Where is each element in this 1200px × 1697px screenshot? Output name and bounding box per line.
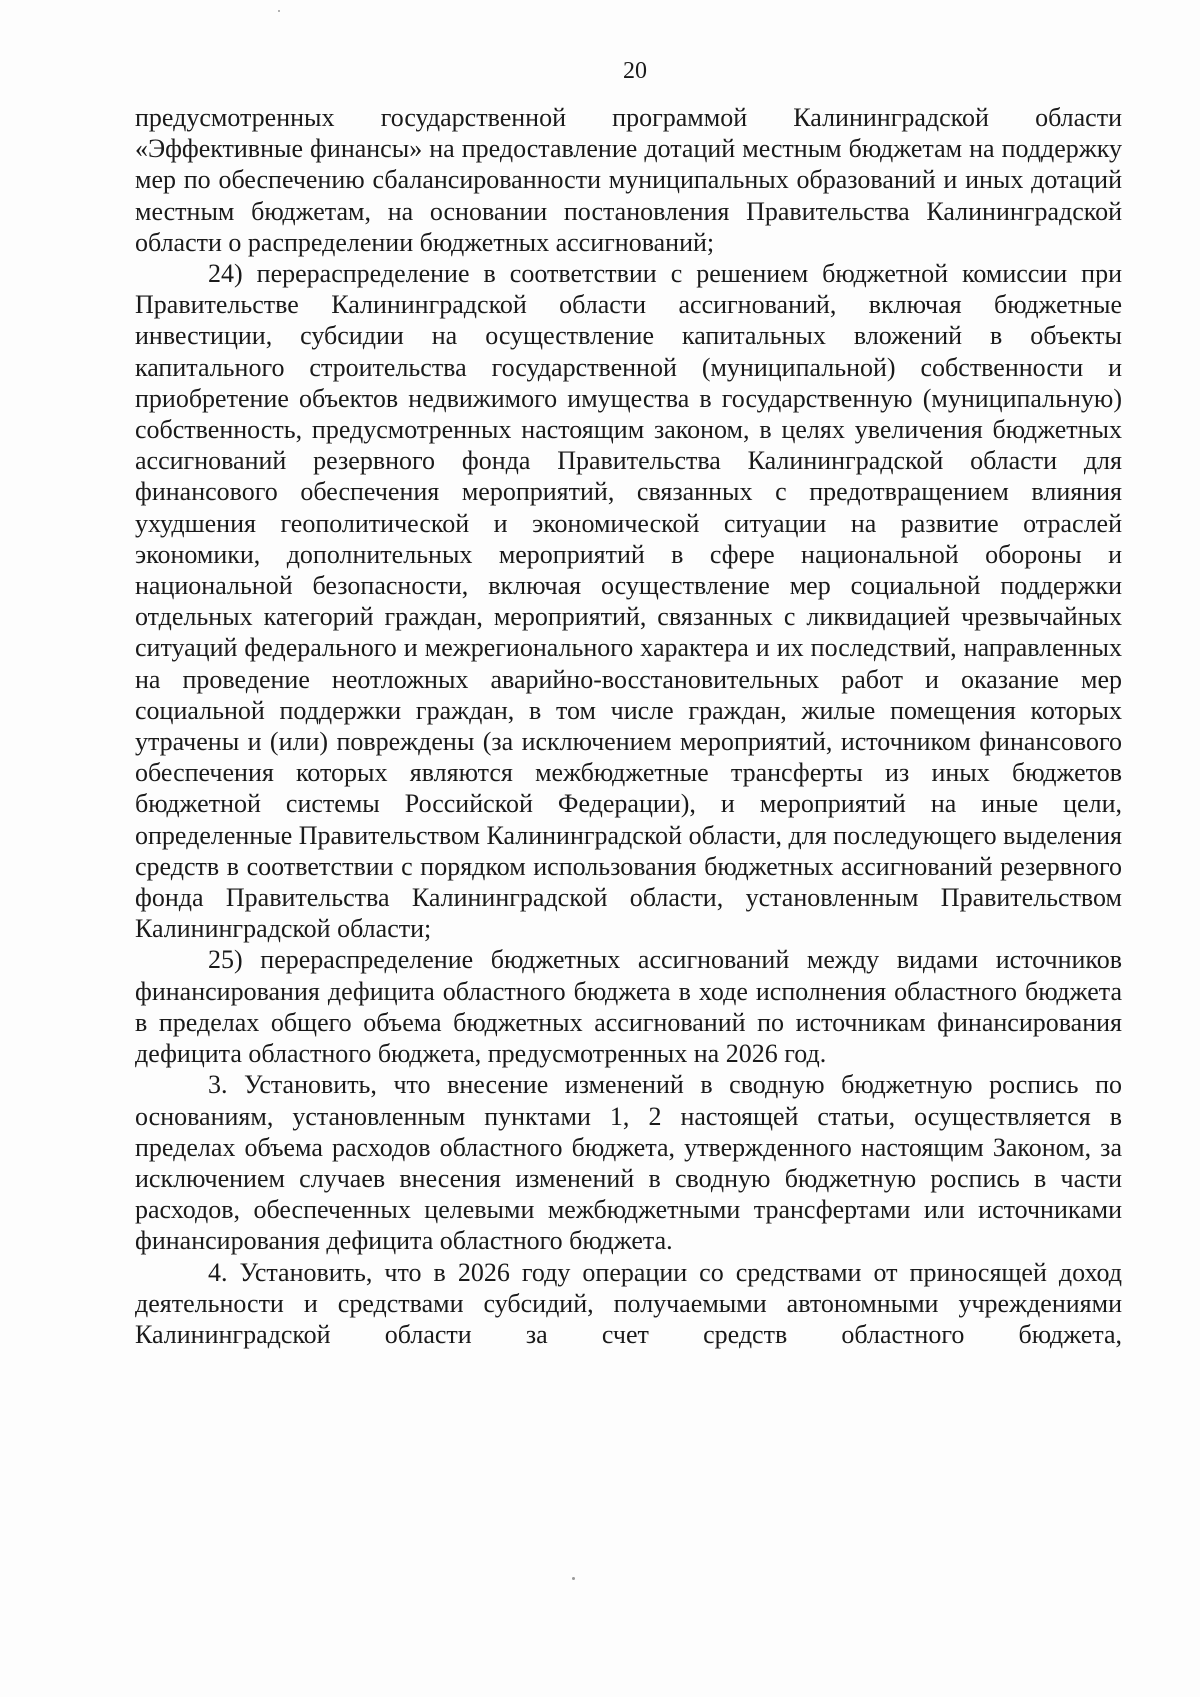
page-number: 20 <box>623 58 647 84</box>
paragraph-item-25: 25) перераспределение бюджетных ассигнований между видами источников финансирования дефицита областного бюджета в ходе исполнения областного бюджета в пределах общего объема бюджетных ассигнований по источникам финансирования дефицита областного бюджета, предусмотренных на 2026 год. <box>135 945 1122 1069</box>
paragraph-continuation: предусмотренных государственной программой Калининградской области «Эффективные финансы» на предоставление дотаций местным бюджетам на поддержку мер по обеспечению сбалансированности муниципальных образований и иных дотаций местным бюджетам, на основании постановления Правительства Калининградской области о распределении бюджетных ассигнований; <box>135 103 1122 257</box>
paragraph-point-4: 4. Установить, что в 2026 году операции со средствами от приносящей доход деятельности и средствами субсидий, получаемыми автономными учреждениями Калининградской области за счет средств областного бюджета, <box>135 1257 1122 1349</box>
scan-speck <box>278 10 280 12</box>
paragraph-point-3: 3. Установить, что внесение изменений в сводную бюджетную роспись по основаниям, установленным пунктами 1, 2 настоящей статьи, осуществляется в пределах объема расходов областного бюджета, утвержденного настоящим Законом, за исключением случаев внесения изменений в сводную бюджетную роспись в части расходов, обеспеченных целевыми межбюджетными трансфертами или источниками финансирования дефицита областного бюджета. <box>135 1070 1122 1256</box>
document-body <box>135 102 1122 1350</box>
scan-speck <box>572 1577 575 1580</box>
paragraph-item-24: 24) перераспределение в соответствии с решением бюджетной комиссии при Правительстве Калининградской области ассигнований, включая бюджетные инвестиции, субсидии на осуществление капитальных вложений в объекты капитального строительства государственной (муниципальной) собственности и приобретение объектов недвижимого имущества в государственную (муниципальную) собственность, предусмотренных настоящим законом, в целях увеличения бюджетных ассигнований резервного фонда Правительства Калининградской области для финансового обеспечения мероприятий, связанных с предотвращением влияния ухудшения геополитической и экономической ситуации на развитие отраслей экономики, дополнительных мероприятий в сфере национальной обороны и национальной безопасности, включая осуществление мер социальной поддержки отдельных категорий граждан, мероприятий, связанных с ликвидацией чрезвычайных ситуаций федерального и межрегионального характера и их последствий, направленных на проведение неотложных аварийно-восстановительных работ и оказание мер социальной поддержки граждан, в том числе граждан, жилые помещения которых утрачены и (или) повреждены (за исключением мероприятий, источником финансового обеспечения которых являются межбюджетные трансферты из иных бюджетов бюджетной системы Российской Федерации), и мероприятий на иные цели, определенные Правительством Калининградской области, для последующего выделения средств в соответствии с порядком использования бюджетных ассигнований резервного фонда Правительства Калининградской области, установленным Правительством Калининградской области; <box>135 259 1122 944</box>
